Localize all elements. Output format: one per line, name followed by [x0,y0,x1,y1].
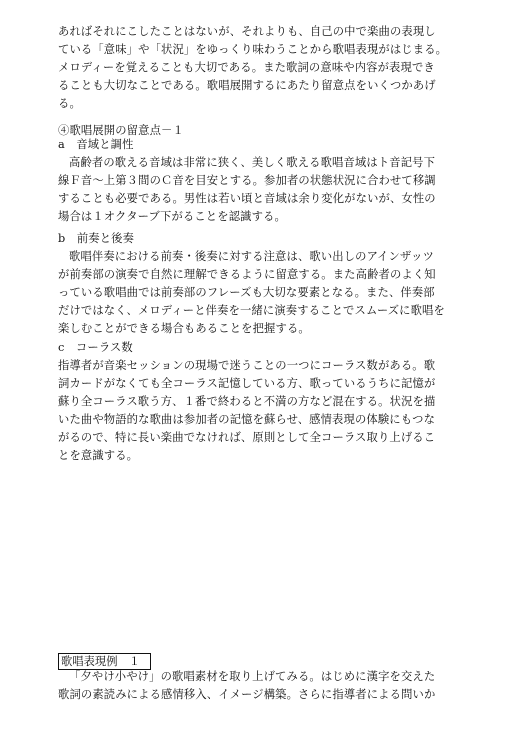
item-b [58,230,458,338]
item-heading: a 音域と調性 [58,138,134,151]
item-c [58,339,458,465]
text-line: いた曲や物語的な歌曲は参加者の記憶を蘇らせ、感情表現の体験にもつな [58,413,436,426]
item-heading: c コーラス数 [58,341,133,354]
text-line: メロディーを覚えることも大切である。また歌詞の意味や内容が表現でき [58,61,435,74]
item-a [58,136,458,226]
text-line: 詞カードがなくても全コーラス記憶している方、歌っているうちに記憶が [58,377,436,390]
text-line: がるので、特に長い楽曲でなければ、原則として全コーラス取り上げるこ [58,431,436,444]
item-heading: b 前奏と後奏 [58,232,135,245]
text-line: 「夕やけ小やけ」の歌唱素材を取り上げてみる。はじめに漢字を交えた [69,670,436,683]
text-line: る。 [58,97,81,110]
text-line: 線Ｆ音～上第３間のＣ音を目安とする。参加者の状態状況に合わせて移調 [58,174,436,187]
intro-paragraph [58,23,458,113]
text-line: 歌唱伴奏における前奏・後奏に対する注意は、歌い出しのアインザッツ [69,250,435,263]
example-label: 歌唱表現例 １ [61,655,141,668]
section-heading: ④歌唱展開の留意点－１ [58,124,184,137]
text-line: 蘇り全コーラス歌う方、１番で終わると不満の方など混在する。状況を描 [58,395,436,408]
text-line: 指導者が音楽セッションの現場で迷うことの一つにコーラス数がある。歌 [58,359,436,372]
text-line: することも必要である。男性は若い頃と音域は余り変化がないが、女性の [58,192,436,205]
text-line: が前奏部の演奏で自然に理解できるように留意する。また高齢者のよく知 [58,268,436,281]
text-line: とを意識する。 [58,449,139,462]
text-line: 歌詞の素読みによる感情移入、イメージ構築。さらに指導者による問いか [58,688,436,701]
text-line: あればそれにこしたことはないが、それよりも、自己の中で楽曲の表現し [58,25,436,38]
text-line: 楽しむことができる場合もあることを把握する。 [58,322,310,335]
text-line: ている「意味」や「状況」をゆっくり味わうことから歌唱表現がはじまる。 [58,43,448,56]
text-line: 場合は１オクターブ下がることを認識する。 [58,210,286,223]
text-line: だけではなく、メロディーと伴奏を一緒に演奏することでスムーズに歌唱を [58,304,445,317]
text-line: っている歌唱曲では前奏部のフレーズも大切な要素となる。また、伴奏部 [58,286,435,299]
text-line: ることも大切なことである。歌唱展開するにあたり留意点をいくつかあげ [58,79,436,92]
example-paragraph [58,668,458,704]
text-line: 高齢者の歌える音域は非常に狭く、美しく歌える歌唱音域はト音記号下 [69,156,436,169]
